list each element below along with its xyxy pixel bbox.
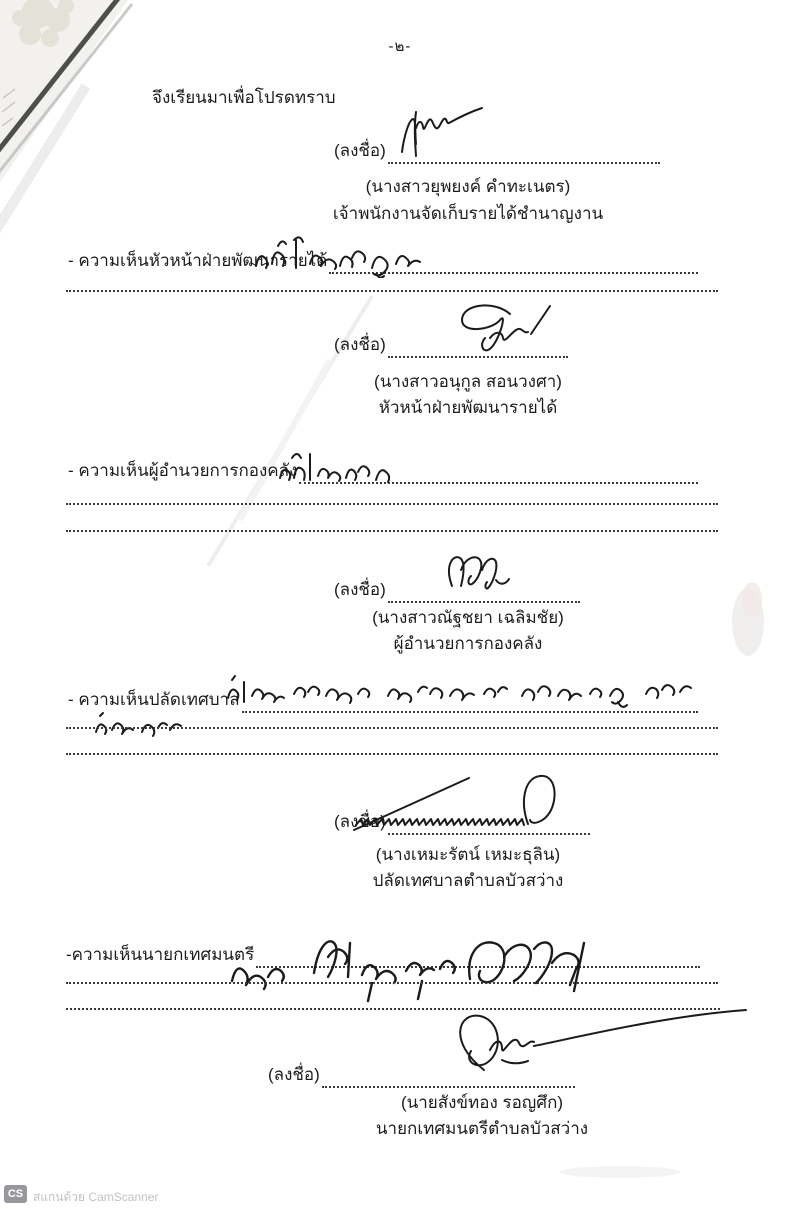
signer-name: (นางสาวยุพยงค์ คำทะเนตร) [365, 177, 571, 196]
dotted-rule [66, 727, 718, 729]
signer-title: หัวหน้าฝ่ายพัฒนารายได้ [378, 398, 558, 417]
signer-name: (นางเหมะรัตน์ เหมะธุลิน) [375, 845, 561, 864]
opinion-line [329, 266, 698, 274]
dotted-rule [66, 1008, 720, 1010]
signature-line [388, 828, 590, 835]
dotted-rule [66, 290, 718, 292]
opinion-heading: - ความเห็นหัวหน้าฝ่ายพัฒนารายได้ [68, 251, 328, 270]
opinion-line [256, 960, 700, 968]
opinion-heading: - ความเห็นปลัดเทศบาล [68, 690, 240, 709]
camscanner-watermark-text: สแกนด้วย CamScanner [33, 1190, 159, 1204]
signature-line [388, 351, 568, 358]
opinion-line [242, 705, 698, 713]
closing-line: จึงเรียนมาเพื่อโปรดทราบ [152, 88, 336, 107]
signature-line [388, 596, 580, 603]
opinion-line [299, 476, 698, 484]
page-number: -๒- [388, 38, 412, 55]
signature-line [322, 1081, 575, 1088]
signer-name: (นางสาวณัฐชยา เฉลิมชัย) [372, 608, 564, 627]
signer-name: (นายสังข์ทอง รอญศึก) [400, 1093, 564, 1112]
sign-label: (ลงชื่อ) [334, 335, 386, 354]
sign-label: (ลงชื่อ) [334, 580, 386, 599]
sign-label: (ลงชื่อ) [334, 812, 386, 831]
dotted-rule [66, 530, 718, 532]
signer-title: เจ้าพนักงานจัดเก็บรายได้ชำนาญงาน [332, 204, 604, 223]
signer-name: (นางสาวอนุกูล สอนวงศา) [374, 372, 562, 391]
dotted-rule [66, 753, 718, 755]
dotted-rule [66, 503, 718, 505]
signer-title: ปลัดเทศบาลตำบลบัวสว่าง [372, 871, 564, 890]
sign-label: (ลงชื่อ) [334, 141, 386, 160]
opinion-heading: - ความเห็นผู้อำนวยการกองคลัง [68, 461, 298, 480]
sign-label: (ลงชื่อ) [268, 1065, 320, 1084]
signer-title: นายกเทศมนตรีตำบลบัวสว่าง [375, 1119, 589, 1138]
camscanner-logo: CS [4, 1185, 27, 1203]
opinion-heading: -ความเห็นนายกเทศมนตรี [66, 945, 255, 964]
signature-line [388, 157, 660, 164]
signer-title: ผู้อำนวยการกองคลัง [393, 634, 543, 653]
dotted-rule [66, 982, 718, 984]
